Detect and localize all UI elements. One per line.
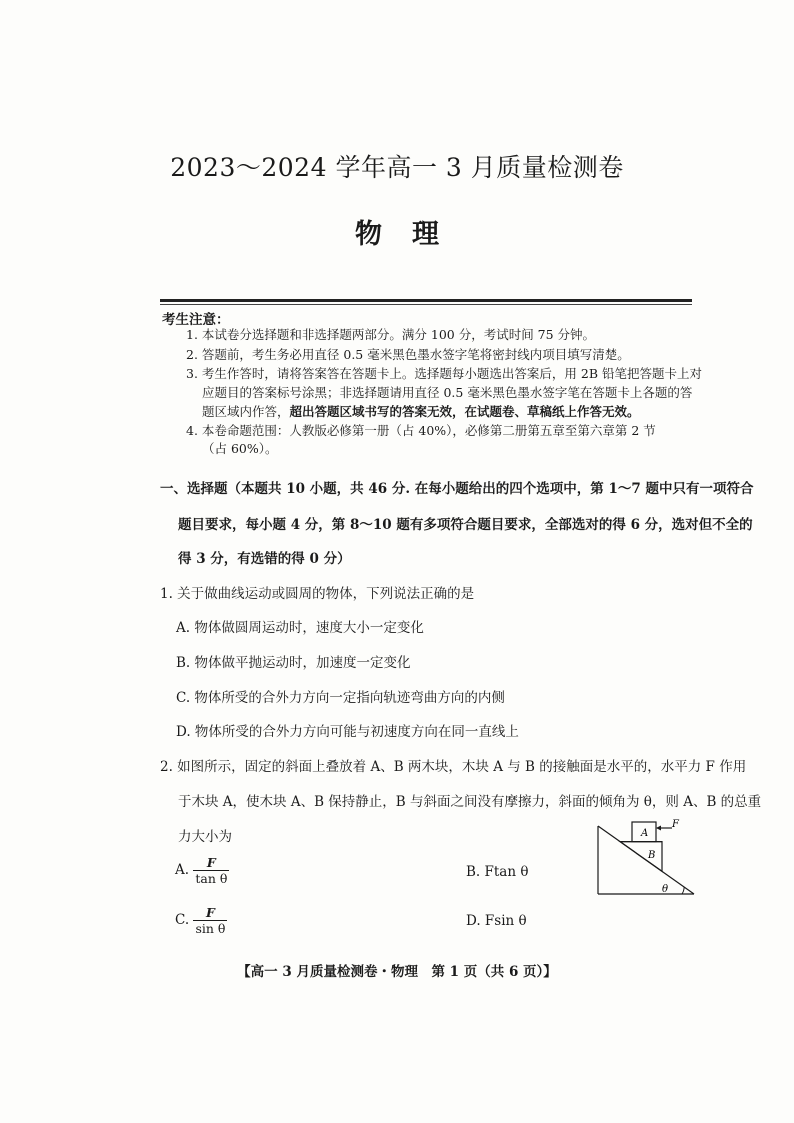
option-c-denominator: sin θ: [195, 921, 226, 936]
notice-item-4-line-2: （占 60%）。: [202, 441, 278, 456]
option-c-label: C.: [175, 912, 190, 928]
question-2-option-c: [175, 905, 227, 936]
section-heading-line-2: 题目要求，每小题 4 分，第 8～10 题有多项符合题目要求，全部选对的得 6 分，选对但不全的: [178, 517, 753, 533]
page-footer: 【高一 3 月质量检测卷・物理 第 1 页（共 6 页）】: [237, 964, 557, 980]
block-a-label: A: [641, 828, 649, 839]
question-2-stem-line-3: 力大小为: [178, 829, 232, 845]
question-2-option-d: D. Fsin θ: [466, 913, 527, 929]
incline-diagram: [590, 818, 700, 898]
notice-heading: 考生注意：: [162, 312, 230, 328]
question-2-option-b: B. Ftan θ: [466, 864, 529, 880]
section-heading-line-3: 得 3 分，有选错的得 0 分）: [178, 551, 351, 567]
question-1-option-c: C. 物体所受的合外力方向一定指向轨迹弯曲方向的内侧: [176, 690, 505, 706]
header-rule-thick: [160, 299, 692, 302]
question-1-stem: 1. 关于做曲线运动或圆周的物体，下列说法正确的是: [160, 586, 475, 602]
force-label: F: [672, 819, 679, 830]
question-2-option-a: [175, 855, 229, 886]
notice-item-3-line-1: 3. 考生作答时，请将答案答在答题卡上。选择题每小题选出答案后，用 2B 铅笔把答题卡上对: [186, 366, 702, 381]
block-b-label: B: [648, 850, 656, 861]
option-a-label: A.: [175, 862, 190, 878]
header-rule-thin: [160, 304, 692, 305]
notice-item-2: 2. 答题前，考生务必用直径 0.5 毫米黑色墨水签字笔将密封线内项目填写清楚。: [186, 347, 630, 362]
force-arrow-head: [656, 826, 661, 831]
question-1-option-a: A. 物体做圆周运动时，速度大小一定变化: [176, 620, 424, 636]
option-a-denominator: tan θ: [195, 871, 228, 886]
notice-item-1: 1. 本试卷分选择题和非选择题两部分。满分 100 分，考试时间 75 分钟。: [186, 327, 596, 342]
section-heading-line-1: 一、选择题（本题共 10 小题，共 46 分. 在每小题给出的四个选项中，第 1～7 题中只有一项符合: [160, 481, 754, 497]
angle-label: θ: [662, 884, 669, 895]
option-c-fraction: [193, 905, 227, 936]
question-2-stem-line-1: 2. 如图所示，固定的斜面上叠放着 A、B 两木块，木块 A 与 B 的接触面是水平的，水平力 F 作用: [160, 759, 747, 775]
option-c-numerator: F: [193, 905, 227, 921]
notice-item-3-plain: 题区域内作答，: [202, 404, 290, 419]
angle-arc: [682, 887, 684, 894]
question-1-option-d: D. 物体所受的合外力方向可能与初速度方向在同一直线上: [176, 724, 519, 740]
option-a-numerator: F: [193, 855, 229, 871]
notice-item-3-warning: 超出答题区域书写的答案无效，在试题卷、草稿纸上作答无效。: [289, 404, 640, 419]
question-2-stem-line-2: 于木块 A，使木块 A、B 保持静止，B 与斜面之间没有摩擦力，斜面的倾角为 θ，则 A、B 的总重: [178, 794, 762, 810]
subject-title: 物理: [355, 219, 469, 250]
notice-item-4-line-1: 4. 本卷命题范围：人教版必修第一册（占 40%），必修第二册第五章至第六章第 2 节: [186, 423, 656, 438]
block-b: [620, 842, 662, 872]
exam-title: 2023～2024 学年高一 3 月质量检测卷: [170, 153, 624, 182]
notice-item-3-line-2: 应题目的答案标号涂黑；非选择题请用直径 0.5 毫米黑色墨水签字笔在答题卡上各题的答: [202, 385, 693, 400]
notice-item-3-line-3: [202, 402, 640, 421]
question-1-option-b: B. 物体做平抛运动时，加速度一定变化: [176, 655, 411, 671]
option-a-fraction: [193, 855, 229, 886]
